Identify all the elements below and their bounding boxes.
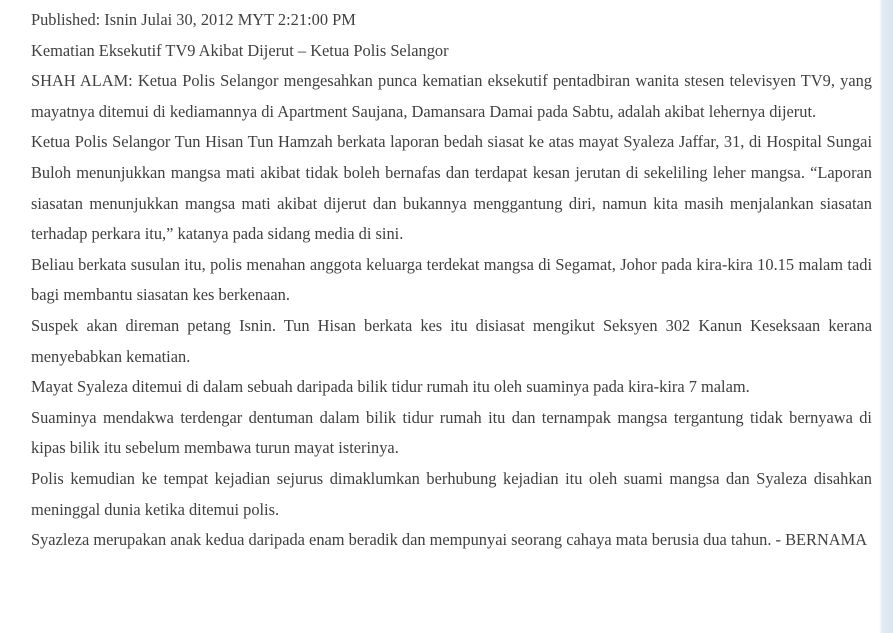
published-date: Published: Isnin Julai 30, 2012 MYT 2:21:00 PM [31, 10, 356, 29]
article-body [31, 5, 872, 556]
article-paragraph-7: Polis kemudian ke tempat kejadian sejurus dimaklumkan berhubung kejadian itu oleh suami mangsa dan Syaleza disahkan meninggal dunia ketika ditemui polis. [31, 468, 872, 519]
scrollbar-edge [879, 0, 893, 633]
article-headline: Kematian Eksekutif TV9 Akibat Dijerut – Ketua Polis Selangor [31, 40, 449, 60]
article-paragraph-3: Beliau berkata susulan itu, polis menahan anggota keluarga terdekat mangsa di Segamat, Johor pada kira-kira 10.15 malam tadi bagi membantu siasatan kes berkenaan. [31, 254, 872, 305]
article-paragraph-5: Mayat Syaleza ditemui di dalam sebuah daripada bilik tidur rumah itu oleh suaminya pada kira-kira 7 malam. [31, 377, 750, 397]
article-paragraph-8: Syazleza merupakan anak kedua daripada enam beradik dan mempunyai seorang cahaya mata berusia dua tahun. - BERNAMA [31, 530, 868, 550]
article-paragraph-4: Suspek akan direman petang Isnin. Tun Hisan berkata kes itu disiasat mengikut Seksyen 302 Kanun Keseksaan kerana menyebabkan kematian. [31, 315, 872, 366]
article-paragraph-6: Suaminya mendakwa terdengar dentuman dalam bilik tidur rumah itu dan ternampak mangsa tergantung tidak bernyawa di kipas bilik itu sebelum membawa turun mayat isterinya. [31, 407, 872, 458]
article-paragraph-2: Ketua Polis Selangor Tun Hisan Tun Hamzah berkata laporan bedah siasat ke atas mayat Syaleza Jaffar, 31, di Hospital Sungai Buloh menunjukkan mangsa mati akibat tidak boleh bernafas dan terdapat kesan jerutan di sekeliling leher mangsa. “Laporan siasatan menunjukkan mangsa mati akibat dijerut dan bukannya menggantung diri, namun kita masih menjalankan siasatan terhadap perkara itu,” katanya pada sidang media di sini. [31, 132, 872, 244]
article-paragraph-1: SHAH ALAM: Ketua Polis Selangor mengesahkan punca kematian eksekutif pentadbiran wanita stesen televisyen TV9, yang mayatnya ditemui di kediamannya di Apartment Saujana, Damansara Damai pada Sabtu, adalah akibat lehernya dijerut. [31, 71, 872, 121]
